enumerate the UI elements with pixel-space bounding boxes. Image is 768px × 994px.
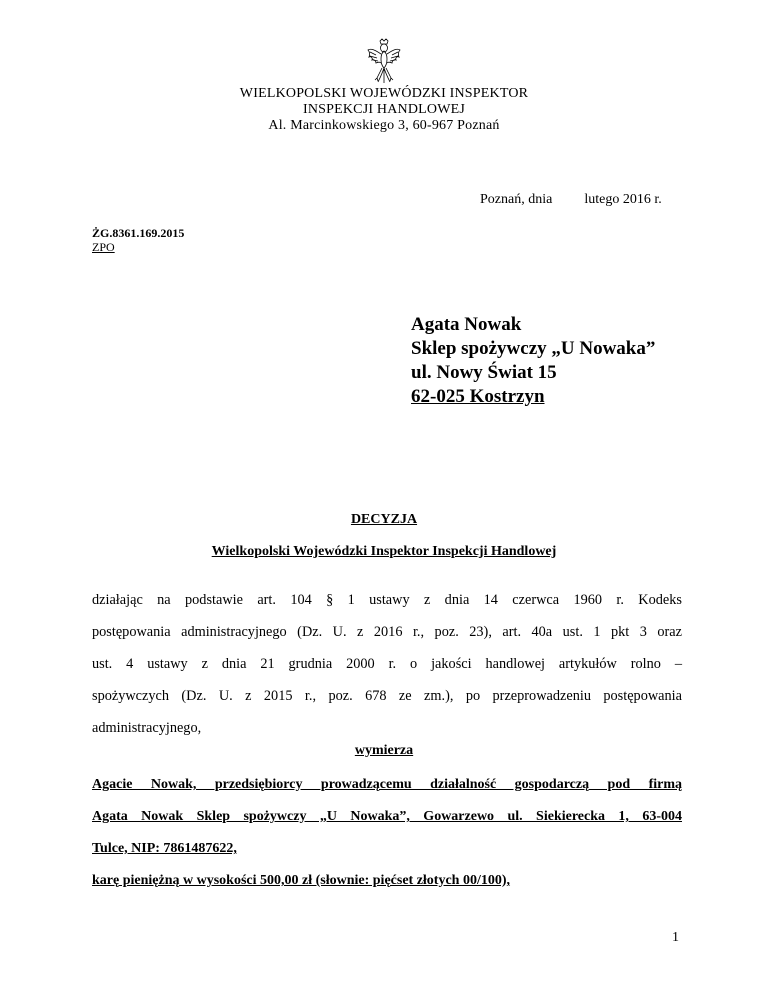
- authority-name: Wielkopolski Wojewódzki Inspektor Inspekcji Handlowej: [211, 544, 557, 559]
- body-line: spożywczych (Dz. U. z 2015 r., poz. 678 ze zm.), po przeprowadzeniu postępowania: [92, 688, 682, 704]
- place-date: [480, 192, 662, 208]
- penalty-line: Agata Nowak Sklep spożywczy „U Nowaka”, Gowarzewo ul. Siekierecka 1, 63-004: [92, 809, 682, 824]
- body-line: administracyjnego,: [92, 720, 202, 736]
- addressee-street: ul. Nowy Świat 15: [411, 362, 557, 383]
- penalty-recipient: [92, 769, 682, 897]
- place-label: Poznań, dnia: [480, 192, 553, 207]
- issuer-name-line1: WIELKOPOLSKI WOJEWÓDZKI INSPEKTOR: [239, 86, 529, 101]
- penalty-amount: karę pieniężną w wysokości 500,00 zł (słownie: pięćset złotych 00/100),: [92, 873, 511, 888]
- imposes-heading: wymierza: [354, 743, 414, 758]
- reference-number: ŻG.8361.169.2015: [92, 226, 185, 240]
- body-line: ust. 4 ustawy z dnia 21 grudnia 2000 r. o jakości handlowej artykułów rolno –: [92, 656, 682, 672]
- issuer-name-line2: INSPEKCJI HANDLOWEJ: [302, 102, 466, 117]
- penalty-line: Tulce, NIP: 7861487622,: [92, 841, 237, 856]
- issuer-address: Al. Marcinkowskiego 3, 60-967 Poznań: [268, 118, 500, 133]
- body-line: działając na podstawie art. 104 § 1 ustawy z dnia 14 czerwca 1960 r. Kodeks: [92, 592, 682, 608]
- page-number: 1: [672, 930, 679, 945]
- polish-eagle-emblem-icon: [366, 38, 402, 84]
- body-line: postępowania administracyjnego (Dz. U. z 2016 r., poz. 23), art. 40a ust. 1 pkt 3 oraz: [92, 624, 682, 640]
- decision-title: DECYZJA: [350, 512, 418, 527]
- reference-code: ZPO: [92, 240, 115, 254]
- penalty-line: Agacie Nowak, przedsiębiorcy prowadzącemu działalność gospodarczą pod firmą: [92, 777, 682, 792]
- addressee-name: Agata Nowak: [411, 314, 522, 335]
- addressee-city: 62-025 Kostrzyn: [411, 386, 545, 407]
- date-value: lutego 2016 r.: [584, 192, 662, 207]
- addressee-shop: Sklep spożywczy „U Nowaka”: [411, 338, 656, 359]
- legal-basis-paragraph: [92, 584, 682, 744]
